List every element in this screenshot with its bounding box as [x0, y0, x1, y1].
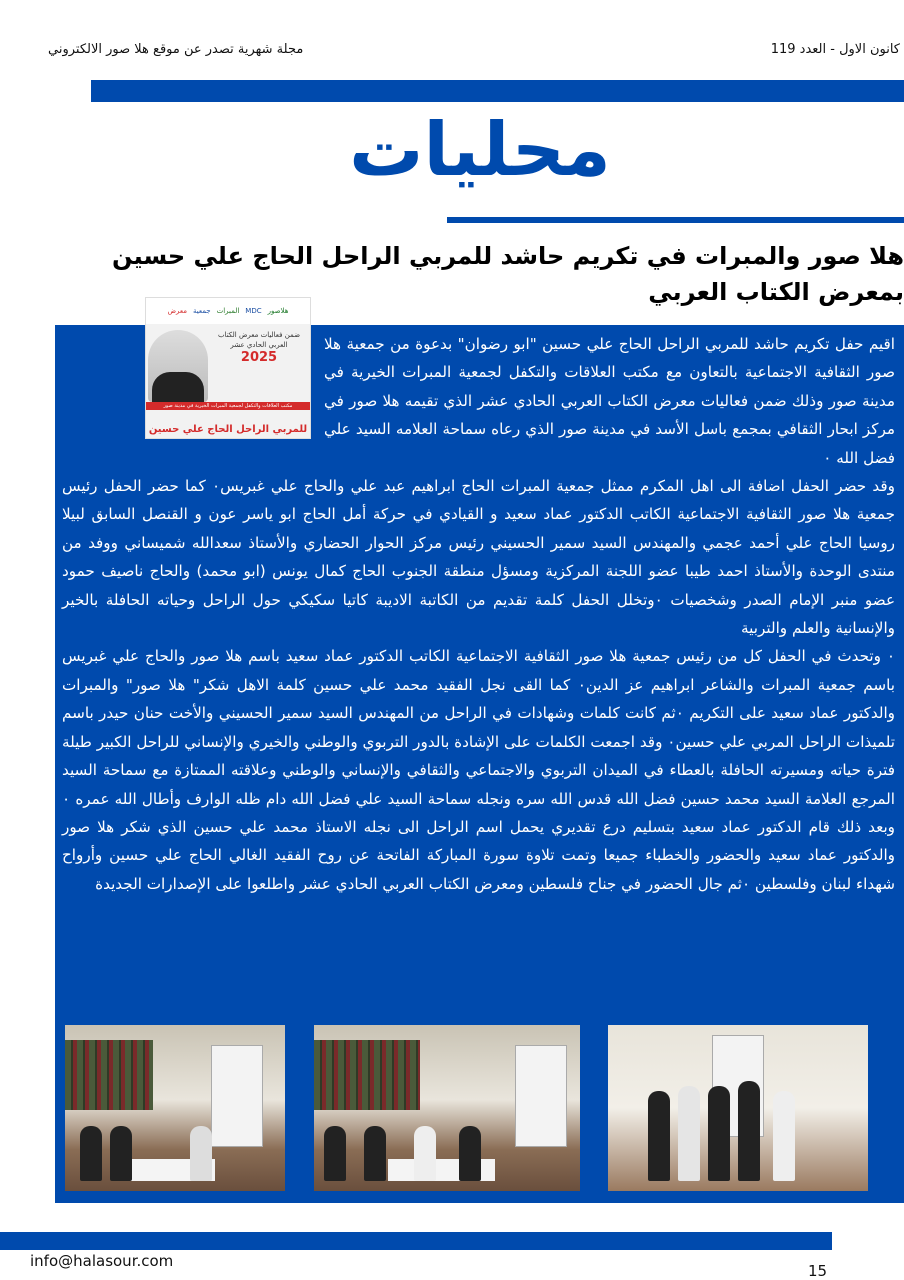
section-title: محليات [349, 107, 611, 193]
logo: معرض [167, 307, 188, 315]
logo: جمعية [193, 307, 211, 315]
page-number: 15 [808, 1262, 828, 1280]
event-photo [608, 1025, 868, 1191]
logo: المبرات [216, 307, 240, 315]
section-underline [447, 217, 904, 223]
article-headline: هلا صور والمبرات في تكريم حاشد للمربي الراحل الحاج علي حسين بمعرض الكتاب العربي [112, 242, 904, 306]
event-poster-image [145, 297, 311, 439]
poster-line: العربي الحادي عشر [230, 341, 288, 349]
article-paragraph: وقد حضر الحفل اضافة الى اهل المكرم ممثل جمعية المبرات الحاج ابراهيم عبد علي والحاج علي غبريس٠ كما حضر الحفل رئيس جمعية هلا صور الثقافية الاجتماعية الكاتب الدكتور عماد سعيد و القيادي في حركة أمل الحاج ابو ياسر عون و القنصل السابق لبيلا روسيا الحاج علي أحمد عجمي والمهندس السيد سمير الحسيني رئيس مركز الحوار الحضاري والأستاذ سعدالله شميساني ووفد من منتدى الوحدة والأستاذ احمد طيبا عضو اللجنة المركزية ومسؤل منطقة الجنوب الحاج كمال يونس (ابو محمد) والحاج ناصيف حمود عضو منبر الإمام الصدر وشخصيات ٠وتخلل الحفل كلمة تقديم من الكاتبة الاديبة كاتيا سكيكي حول الراحل وحياته الحافلة بالخير والإنسانية والعلم والتربية [62, 477, 896, 638]
poster-band: مكتب العلاقات والتكفل لجمعية المبرات الخيرية في مدينة صور [146, 402, 310, 410]
poster-year: 2025 [240, 350, 278, 365]
poster-line: ضمن فعاليات معرض الكتاب [217, 331, 301, 339]
event-photo [65, 1025, 285, 1191]
footer-bar [0, 1232, 832, 1250]
issue-label: كانون الاول - العدد 119 [770, 42, 900, 57]
contact-email: info@halasour.com [30, 1252, 174, 1270]
event-photo [314, 1025, 580, 1191]
sponsor-logos [146, 298, 310, 324]
article-paragraph: اقيم حفل تكريم حاشد للمربي الراحل الحاج علي حسين "ابو رضوان" بدعوة من جمعية هلا صور الثقافية الاجتماعية بالتعاون مع مكتب العلاقات والتكفل لجمعية المبرات الخيرية في مدينة صور وذلك ضمن فعاليات معرض الكتاب العربي الحادي عشر الذي تقيمه هلا صور في مركز ابحار الثقافي بمجمع باسل الأسد في مدينة صور الذي رعاه سماحة العلامه السيد علي فضل الله ٠ [324, 335, 895, 467]
top-divider-bar [91, 80, 904, 102]
logo: MDC [245, 307, 262, 315]
poster-text [214, 330, 304, 366]
honoree-photo [148, 330, 208, 402]
logo: هلاصور [267, 307, 289, 315]
article-paragraph: ٠ وتحدث في الحفل كل من رئيس جمعية هلا صور الثقافية الاجتماعية الكاتب الدكتور عماد سعيد باسم هلا صور والحاج علي غبريس باسم جمعية المبرات والشاعر ابراهيم عز الدين٠ كما القى نجل الفقيد محمد علي حسين كلمة الاهل شكر" هلا صور" والمبرات والدكتور عماد سعيد على التكريم ٠ثم كانت كلمات وشهادات في الراحل من المهندس السيد سمير الحسيني والأخت حنان حيدر باسم تلميذات الراحل المربي علي حسين٠ وقد اجمعت الكلمات على الإشادة بالدور التربوي والوطني والخيري والإنساني للراحل الكبير طيلة فترة حياته ومسيرته الحافلة بالعطاء في الميدان التربوي والاجتماعي والثقافي والإنساني والوطني وعلاقته الممتازة مع سماحة السيد المرجع العلامة السيد محمد حسين فضل الله قدس الله سره ونجله سماحة السيد علي فضل الله دام ظله الوارف وأطال الله عمره ٠ وبعد ذلك قام الدكتور عماد سعيد بتسليم درع تقديري يحمل اسم الراحل الى نجله الاستاذ محمد علي حسين الذي شكر هلا صور والدكتور عماد سعيد والحضور والخطباء جميعا وتمت تلاوة سورة المباركة الفاتحة عن روح الفقيد الغالي الحاج علي حسين وأرواح شهداء لبنان وفلسطين ٠ثم جال الحضور في جناح فلسطين ومعرض الكتاب العربي الحادي عشر واطلعوا على الإصدارات الجديدة [62, 647, 896, 893]
photo-gallery [0, 1025, 904, 1191]
magazine-tagline: مجلة شهرية تصدر عن موقع هلا صور الالكتروني [48, 42, 304, 57]
poster-honoree-name: للمربي الراحل الحاج علي حسين [148, 424, 308, 435]
